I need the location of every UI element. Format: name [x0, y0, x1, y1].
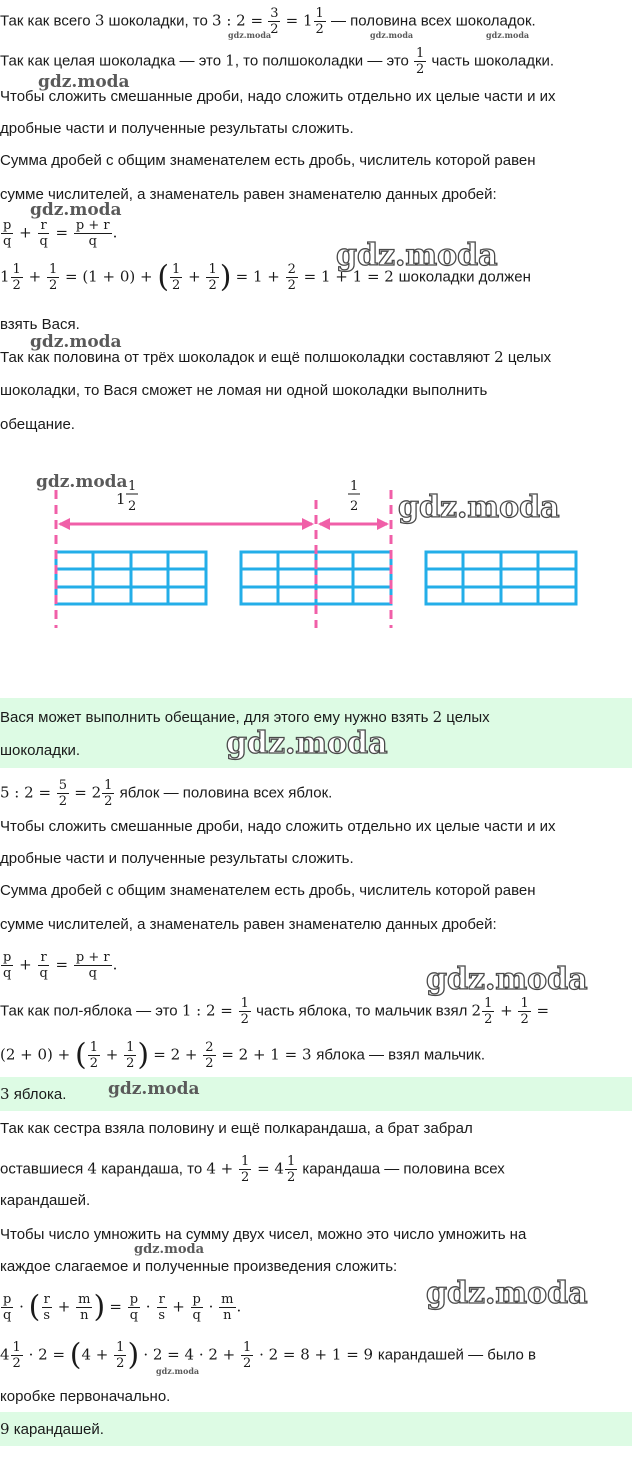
answer-2-line: 3 яблока.: [0, 1085, 67, 1103]
answer-1-line1: Вася может выполнить обещание, для этого ему нужно взять 2 целых: [0, 708, 490, 726]
line-b1-3: Чтобы сложить смешанные дроби, надо сложить отдельно их целые части и их: [0, 88, 556, 105]
watermark: gdz.moda: [228, 30, 272, 40]
line-b2-5: сумме числителей, а знаменатель равен знаменателю данных дробей:: [0, 916, 497, 933]
label-left-den: 2: [128, 499, 137, 514]
chocolate-bar-1: [56, 552, 206, 604]
formula-b2-sum: $\frac{p}{q}$ + $\frac{r}{q}$ = $\frac{p + r}{q}$ .: [3, 950, 118, 981]
watermark: gdz.moda: [108, 1079, 200, 1099]
line-b1-11: шоколадки, то Вася сможет не ломая ни одной шоколадки выполнить: [0, 382, 488, 399]
line-b3-8: коробке первоначально.: [0, 1388, 171, 1405]
answer-1-line2: шоколадки.: [0, 742, 81, 759]
watermark: gdz.moda: [398, 490, 560, 525]
watermark: gdz.moda: [30, 332, 122, 352]
line-b2-4: Сумма дробей с общим знаменателем есть дробь, числитель которой равен: [0, 882, 536, 899]
line-b3-2: оставшиеся 4 карандаша, то 4 + $\frac{1}{2}$ = 4 $\frac{1}{2}$ карандаша — половина всех: [0, 1154, 505, 1185]
dashed-markers: [56, 490, 391, 628]
watermark: gdz.moda: [370, 30, 414, 40]
label-right-num: 1: [350, 479, 359, 494]
line-b1-2: Так как целая шоколадка — это 1, то полшоколадки — это $\frac{1}{2}$ часть шоколадки.: [0, 46, 555, 77]
line-b1-12: обещание.: [0, 416, 75, 433]
watermark: gdz.moda: [226, 726, 388, 761]
arrow-right-span: [318, 518, 389, 530]
watermark: gdz.moda: [156, 1366, 200, 1376]
formula-b1-main: 1 $\frac{1}{2}$ + $\frac{1}{2}$ = (1 + 0) + ( $\frac{1}{2}$ + $\frac{1}{2}$ ) = 1 + $\frac{2}{2}$ = 1 + 1 = 2 шоколадки должен: [0, 259, 531, 295]
line-b3-3: карандашей.: [0, 1192, 91, 1209]
line-b1-6: сумме числителей, а знаменатель равен знаменателю данных дробей:: [0, 186, 497, 203]
answer-3-line: 9 карандашей.: [0, 1420, 104, 1438]
line-b1-9: взять Вася.: [0, 316, 80, 333]
line-b3-5: каждое слагаемое и полученные произведения сложить:: [0, 1258, 398, 1275]
watermark: gdz.moda: [426, 1276, 588, 1311]
line-b1-1: Так как всего 3 шоколадки, то 3 : 2 = $\frac{3}{2}$ = 1 $\frac{1}{2}$ — половина всех шоколадок.: [0, 6, 536, 37]
watermark: gdz.moda: [38, 72, 130, 92]
watermark: gdz.moda: [336, 238, 498, 273]
watermark: gdz.moda: [30, 200, 122, 220]
watermark: gdz.moda: [486, 30, 530, 40]
line-b1-4: дробные части и полученные результаты сложить.: [0, 120, 354, 137]
arrow-left-span: [58, 518, 314, 530]
line-b1-10: Так как половина от трёх шоколадок и ещё полшоколадки составляют 2 целых: [0, 348, 552, 366]
line-b2-3: дробные части и полученные результаты сложить.: [0, 850, 354, 867]
label-left-num: 1: [128, 479, 137, 494]
formula-b2-main: (2 + 0) + ( $\frac{1}{2}$ + $\frac{1}{2}$ ) = 2 + $\frac{2}{2}$ = 2 + 1 = 3 яблока — взял мальчик.: [0, 1037, 486, 1073]
label-right-den: 2: [350, 499, 359, 514]
watermark: gdz.moda: [134, 1242, 205, 1257]
answer-box-2: [0, 1077, 632, 1111]
formula-b2-half: 5 : 2 = $\frac{5}{2}$ = 2 $\frac{1}{2}$ яблок — половина всех яблок.: [0, 778, 333, 809]
line-b3-4: Чтобы число умножить на сумму двух чисел, можно это число умножить на: [0, 1226, 527, 1243]
watermark: gdz.moda: [426, 962, 588, 997]
line-b2-2: Чтобы сложить смешанные дроби, надо сложить отдельно их целые части и их: [0, 818, 556, 835]
formula-b1-sum: $\frac{p}{q}$ + $\frac{r}{q}$ = $\frac{p + r}{q}$ .: [3, 218, 118, 249]
formula-b3-distributive: $\frac{p}{q}$ · ( $\frac{r}{s}$ + $\frac{m}{n}$ ) = $\frac{p}{q}$ · $\frac{r}{s}$ + $\frac{p}{q}$ · $\frac{m}{n}$ .: [3, 1289, 242, 1325]
line-b3-1: Так как сестра взяла половину и ещё полкарандаша, а брат забрал: [0, 1120, 473, 1137]
label-left-whole: 1: [116, 490, 126, 508]
chocolate-bar-3: [426, 552, 576, 604]
line-b2-7: Так как пол-яблока — это 1 : 2 = $\frac{1}{2}$ часть яблока, то мальчик взял 2 $\frac{1}{2}$ + $\frac{1}{2}$ =: [0, 996, 550, 1027]
line-b1-5: Сумма дробей с общим знаменателем есть дробь, числитель которой равен: [0, 152, 536, 169]
formula-b3-main: 4 $\frac{1}{2}$ · 2 = (4 + $\frac{1}{2}$ ) · 2 = 4 · 2 + $\frac{1}{2}$ · 2 = 8 + 1 = 9 карандашей — было в: [0, 1337, 537, 1373]
watermark: gdz.moda: [36, 472, 128, 492]
